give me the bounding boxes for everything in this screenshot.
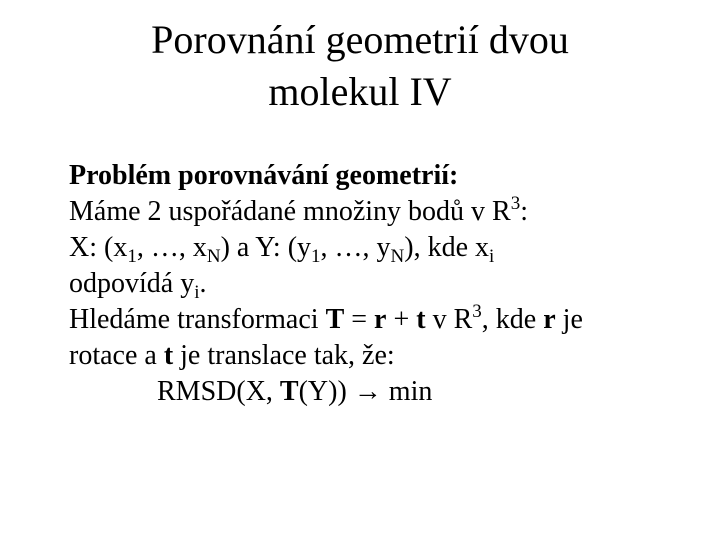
problem-heading [69, 158, 699, 194]
tr-bold-t: t [416, 304, 426, 335]
slide-body [69, 158, 699, 410]
slide-title [0, 14, 720, 118]
sets-tail: : [520, 196, 528, 227]
body-line-rmsd [69, 374, 699, 410]
xy-sub-2: N [206, 246, 221, 267]
sets-exponent: 3 [510, 193, 521, 214]
xy-sub-3: 1 [311, 246, 321, 267]
xy-sub-4: N [390, 246, 405, 267]
tr-bold-r2: r [543, 304, 556, 335]
corr-part-2: . [199, 268, 207, 299]
xy-part-1: X: (x [69, 232, 128, 263]
title-line-2: molekul IV [268, 69, 452, 114]
xy-sub-5: i [489, 246, 495, 267]
xy-part-4: , …, y [320, 232, 391, 263]
tr-part-4: v R [425, 304, 473, 335]
tr-part-5: , kde [481, 304, 544, 335]
title-line-1: Porovnání geometrií dvou [151, 17, 569, 62]
xy-sub-1: 1 [127, 246, 137, 267]
tr-bold-r: r [374, 304, 387, 335]
corr-part-1: odpovídá y [69, 268, 195, 299]
tr-part-3: + [386, 304, 417, 335]
rot-part-1: rotace a [69, 340, 164, 371]
body-line-sets [69, 194, 699, 230]
tr-exponent: 3 [472, 301, 482, 322]
xy-part-3: ) a Y: (y [220, 232, 312, 263]
tr-part-6: je [555, 304, 583, 335]
problem-heading-text: Problém porovnávání geometrií: [69, 160, 459, 191]
rot-part-2: je translace tak, že: [173, 340, 395, 371]
tr-bold-T: T [325, 304, 345, 335]
body-line-transform [69, 302, 699, 338]
body-line-xy [69, 230, 699, 266]
xy-part-5: ), kde x [404, 232, 490, 263]
body-line-rotation [69, 338, 699, 374]
body-line-corresponds [69, 266, 699, 302]
xy-part-2: , …, x [136, 232, 207, 263]
tr-part-2: = [344, 304, 375, 335]
rmsd-part-2: (Y)) → min [298, 376, 433, 407]
rot-bold-t: t [163, 340, 174, 371]
rmsd-part-1: RMSD(X, [157, 376, 280, 407]
sets-text: Máme 2 uspořádané množiny bodů v R [69, 196, 511, 227]
tr-part-1: Hledáme transformaci [69, 304, 326, 335]
rmsd-bold-T: T [279, 376, 299, 407]
corr-sub-1: i [194, 282, 200, 303]
